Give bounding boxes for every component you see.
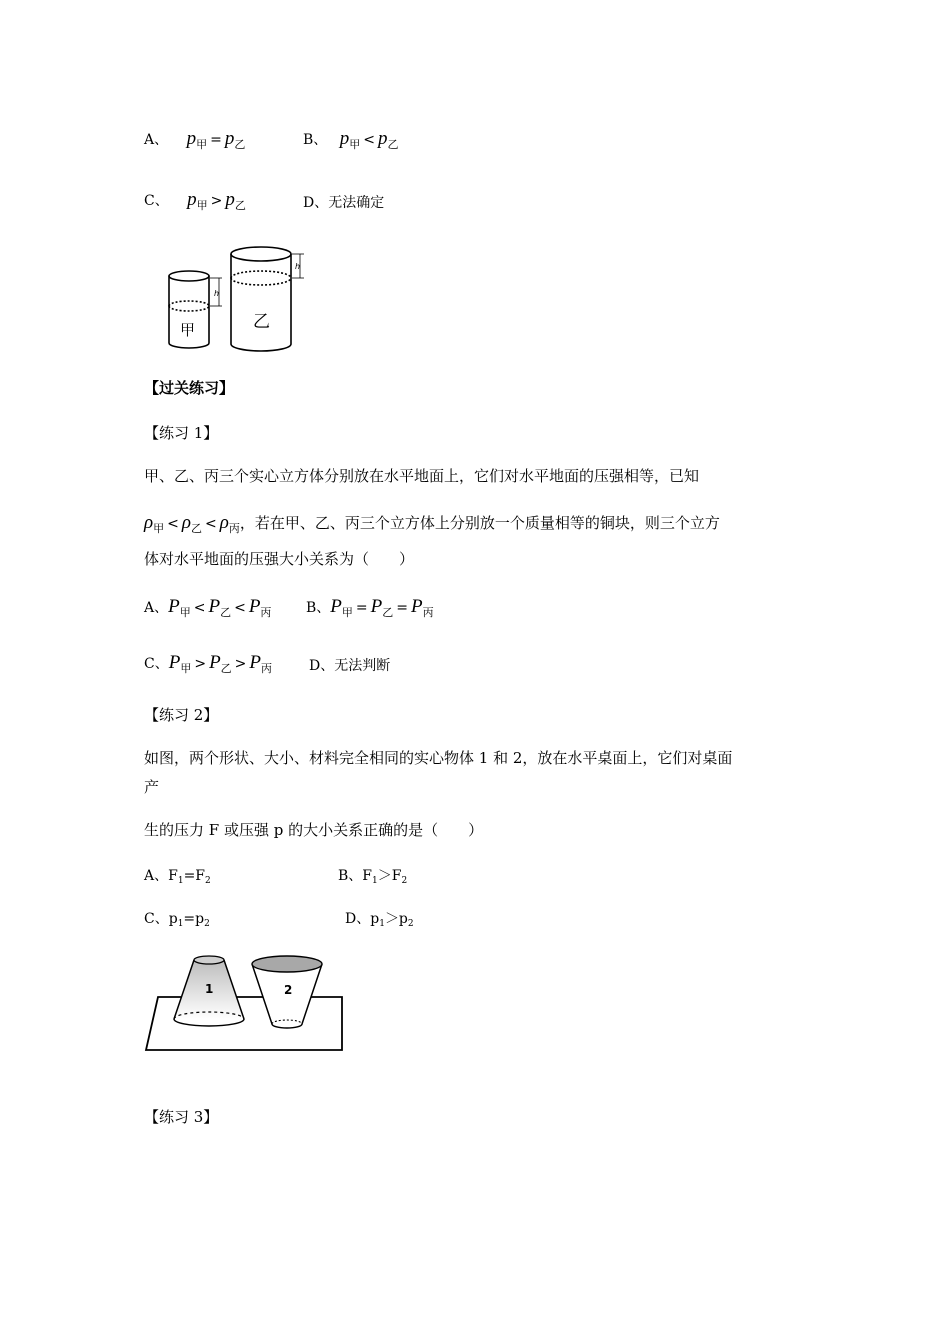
ex2-option-a: A、$F_1=F_2$ [144,868,211,886]
ex2-option-c: C、$p_1=p_2$ [144,911,210,929]
option-a: A、 $p_甲 = p_乙$ [144,128,246,151]
h-label-left: h [214,289,220,298]
ex1-option-c: C、$P_甲 > P_乙 > P_丙$ [144,652,273,675]
section-title: 【过关练习】 [144,379,235,397]
ex1-option-d: D、无法判断 [309,658,391,674]
ex2-option-b: B、$F_1>F_2$ [338,868,408,886]
ex3-title: 【练习 3】 [144,1108,219,1126]
ex2-line1: 如图，两个形状、大小、材料完全相同的实心物体 1 和 2，放在水平桌面上，它们对桌面 [144,749,733,767]
ex2-title: 【练习 2】 [144,706,219,724]
label-yi: 乙 [253,312,270,332]
ex1-line2: $\rho_甲 < \rho_乙 < \rho_丙$，若在甲、乙、丙三个立方体上分别放一个质量相等的铜块，则三个立方 [144,512,720,535]
ex1-option-a: A、$P_甲 < P_乙 < P_丙$ [144,596,272,619]
object-2-label: 2 [284,983,293,997]
ex1-title: 【练习 1】 [144,424,219,442]
option-c: C、 $p_甲 > p_乙$ [144,189,246,212]
object-1-label: 1 [205,982,214,996]
ex2-line1b: 产 [144,778,160,796]
ex2-line2: 生的压力 F 或压强 p 的大小关系正确的是（ ） [144,821,484,839]
ex1-line1: 甲、乙、丙三个实心立方体分别放在水平地面上，它们对水平地面的压强相等，已知 [144,467,700,485]
ex1-line3: 体对水平地面的压强大小关系为（ ） [144,550,415,568]
option-b: B、 $p_甲 < p_乙$ [303,128,399,151]
ex1-option-b: B、$P_甲 = P_乙 = P_丙$ [306,596,434,619]
h-label-right: h [295,262,301,271]
ex2-option-d: D、$p_1>p_2$ [345,911,414,929]
label-jia: 甲 [180,321,196,339]
frustums-figure [142,950,347,1055]
option-d: D、无法确定 [303,195,385,211]
cylinders-figure [164,240,314,355]
